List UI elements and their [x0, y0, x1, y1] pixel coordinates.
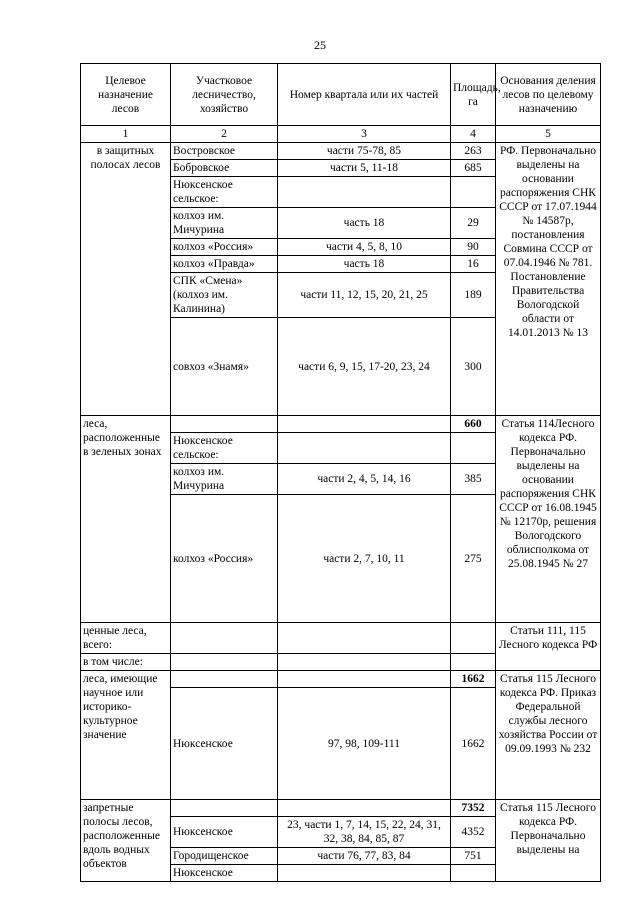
- quarters-cell: [278, 623, 451, 654]
- unit-cell: Городищенское: [171, 848, 278, 865]
- area-cell: 263: [451, 143, 496, 160]
- col-number: 2: [171, 126, 278, 143]
- unit-cell: [171, 623, 278, 654]
- area-cell: [451, 433, 496, 464]
- area-cell: 751: [451, 848, 496, 865]
- basis-cell: Статья 115 Лесного кодекса РФ. Первоначально выделены на: [496, 800, 601, 882]
- quarters-cell: [278, 416, 451, 433]
- page-number: 25: [314, 38, 326, 52]
- unit-cell: СПК «Смена» (колхоз им. Калинина): [171, 273, 278, 318]
- table-row: [81, 671, 601, 688]
- quarters-cell: [278, 671, 451, 688]
- quarters-cell: [278, 654, 451, 671]
- table-row: [81, 143, 601, 160]
- unit-cell: Нюксенское сельское:: [171, 433, 278, 464]
- area-cell: 189: [451, 273, 496, 318]
- purpose-cell: леса, имеющие научное или историко-культурное значение: [81, 671, 171, 800]
- header-basis: Основания деления лесов по целевому назначению: [496, 64, 601, 126]
- unit-cell: Нюксенское сельское:: [171, 177, 278, 208]
- unit-cell: [171, 800, 278, 817]
- purpose-cell: леса, расположенные в зеленых зонах: [81, 416, 171, 623]
- area-cell: 275: [451, 495, 496, 623]
- area-cell: 1662: [451, 688, 496, 800]
- quarters-cell: части 4, 5, 8, 10: [278, 239, 451, 256]
- basis-cell: Статья 115 Лесного кодекса РФ. Приказ Федеральной службы лесного хозяйства России от 09.09.1993 № 232: [496, 671, 601, 800]
- quarters-cell: части 6, 9, 15, 17-20, 23, 24: [278, 318, 451, 416]
- purpose-cell: ценные леса, всего:: [81, 623, 171, 654]
- purpose-cell: в защитных полосах лесов: [81, 143, 171, 416]
- quarters-cell: части 11, 12, 15, 20, 21, 25: [278, 273, 451, 318]
- basis-cell: Статья 114Лесного кодекса РФ. Первоначально выделены на основании распоряжения СНК СССР от 16.08.1945 № 12170р, решения Вологодского облисполкома от 25.08.1945 № 27: [496, 416, 601, 623]
- quarters-cell: [278, 177, 451, 208]
- area-total-cell: 660: [451, 416, 496, 433]
- unit-cell: [171, 654, 278, 671]
- quarters-cell: части 2, 7, 10, 11: [278, 495, 451, 623]
- unit-cell: колхоз им. Мичурина: [171, 464, 278, 495]
- quarters-cell: части 76, 77, 83, 84: [278, 848, 451, 865]
- area-cell: 300: [451, 318, 496, 416]
- col-number: 3: [278, 126, 451, 143]
- table-row: [81, 416, 601, 433]
- unit-cell: Нюксенское: [171, 865, 278, 882]
- unit-cell: колхоз «Правда»: [171, 256, 278, 273]
- area-cell: [451, 623, 496, 654]
- area-cell: 4352: [451, 817, 496, 848]
- quarters-cell: 23, части 1, 7, 14, 15, 22, 24, 31, 32, 38, 84, 85, 87: [278, 817, 451, 848]
- forest-purpose-table: [80, 63, 601, 882]
- unit-cell: [171, 416, 278, 433]
- table-row: [81, 623, 601, 654]
- area-cell: 90: [451, 239, 496, 256]
- quarters-cell: части 75-78, 85: [278, 143, 451, 160]
- col-number: 1: [81, 126, 171, 143]
- purpose-cell: запретные полосы лесов, расположенные вдоль водных объектов: [81, 800, 171, 882]
- header-forestry-unit: Участковое лесничество, хозяйство: [171, 64, 278, 126]
- quarters-cell: [278, 865, 451, 882]
- area-cell: 16: [451, 256, 496, 273]
- unit-cell: Бобровское: [171, 160, 278, 177]
- col-number: 5: [496, 126, 601, 143]
- area-cell: 385: [451, 464, 496, 495]
- area-cell: 685: [451, 160, 496, 177]
- unit-cell: колхоз им. Мичурина: [171, 208, 278, 239]
- col-number: 4: [451, 126, 496, 143]
- header-area: Площадь, га: [451, 64, 496, 126]
- unit-cell: совхоз «Знамя»: [171, 318, 278, 416]
- quarters-cell: часть 18: [278, 208, 451, 239]
- area-total-cell: 1662: [451, 671, 496, 688]
- quarters-cell: [278, 800, 451, 817]
- purpose-cell: в том числе:: [81, 654, 171, 671]
- quarters-cell: части 2, 4, 5, 14, 16: [278, 464, 451, 495]
- unit-cell: [171, 671, 278, 688]
- table-row: [81, 800, 601, 817]
- unit-cell: Нюксенское: [171, 817, 278, 848]
- header-quarters: Номер квартала или их частей: [278, 64, 451, 126]
- basis-cell: Статьи 111, 115 Лесного кодекса РФ: [496, 623, 601, 671]
- quarters-cell: 97, 98, 109-111: [278, 688, 451, 800]
- header-row: [81, 64, 601, 126]
- column-number-row: [81, 126, 601, 143]
- unit-cell: колхоз «Россия»: [171, 495, 278, 623]
- area-cell: [451, 177, 496, 208]
- area-cell: [451, 654, 496, 671]
- header-purpose: Целевое назначение лесов: [81, 64, 171, 126]
- unit-cell: колхоз «Россия»: [171, 239, 278, 256]
- quarters-cell: часть 18: [278, 256, 451, 273]
- area-total-cell: 7352: [451, 800, 496, 817]
- basis-cell: РФ. Первоначально выделены на основании распоряжения СНК СССР от 17.07.1944 № 14587р, постановления Совмина СССР от 07.04.1946 № 781. Постановление Правительства Вологодской области от 14.01.2013 № 13: [496, 143, 601, 416]
- area-cell: 29: [451, 208, 496, 239]
- unit-cell: Нюксенское: [171, 688, 278, 800]
- unit-cell: Востровское: [171, 143, 278, 160]
- quarters-cell: [278, 433, 451, 464]
- area-cell: [451, 865, 496, 882]
- quarters-cell: части 5, 11-18: [278, 160, 451, 177]
